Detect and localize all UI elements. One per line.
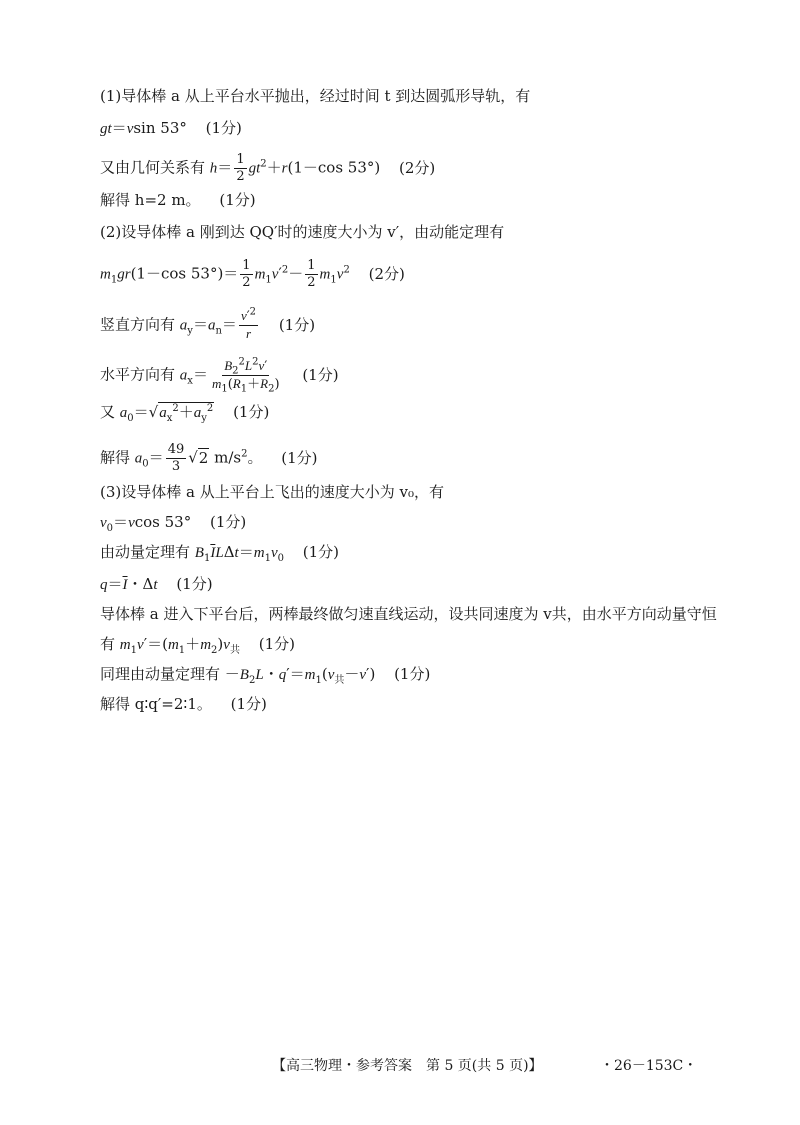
equation-h: 又由几何关系有 h＝ $\frac{1}{2}$ $gt^2+r(1-\cos$ 53°) (2分) — [100, 152, 436, 184]
points-label: (1分) — [205, 119, 242, 137]
part1-heading: (1)导体棒 a 从上平台水平抛出，经过时间 t 到达圆弧形导轨，有 — [100, 87, 531, 105]
points-label: (1分) — [281, 448, 318, 467]
equation-conservation: 有 $m_1v'=(m_1+m_2)v_共$ (1分) — [100, 635, 295, 656]
result-h: 解得 h=2 m。 (1分) — [100, 191, 256, 209]
momentum-conservation-text: 导体棒 a 进入下平台后，两棒最终做匀速直线运动，设共同速度为 v共，由水平方向动量守恒 — [100, 605, 717, 623]
result-a0: 解得 $a_0=$ $\frac{49}{3}$ √2 $m/s^2$。 (1分) — [100, 442, 318, 474]
points-label: (1分) — [210, 513, 247, 531]
points-label: (1分) — [394, 665, 431, 683]
points-label: (1分) — [233, 403, 270, 421]
equation-q-prime: 同理由动量定理有 $-B_2L$・$q'=m_1(v_共-v')$ (1分) — [100, 665, 431, 686]
points-label: (1分) — [258, 635, 295, 653]
footer-title: 【高三物理・参考答案 第 5 页(共 5 页)】 — [272, 1058, 543, 1074]
equation-ax: 水平方向有 $a_x=$ $\frac{B_2^2L^2v'}{m_1(R_1+R_2)}$ (1分) — [100, 356, 339, 395]
part3-heading: (3)设导体棒 a 从上平台上飞出的速度大小为 v₀，有 — [100, 483, 444, 501]
equation-energy: $m_1gr(1-\cos$ 53°)＝ $\frac{1}{2}$ $m_1v'^2-$ $\frac{1}{2}$ $m_1v^2$ (2分) — [100, 258, 405, 290]
points-label: (2分) — [368, 264, 405, 283]
equation-v0: $v_0=vcos$ 53° (1分) — [100, 513, 247, 534]
equation-gt: gt＝vsin 53° (1分) — [100, 119, 242, 137]
points-label: (1分) — [302, 543, 340, 561]
points-label: (1分) — [176, 575, 213, 593]
part2-heading: (2)设导体棒 a 刚到达 QQ′时的速度大小为 v′，由动能定理有 — [100, 223, 505, 241]
points-label: (2分) — [399, 158, 436, 177]
points-label: (1分) — [219, 191, 256, 209]
equation-a0: 又 $a_0=√a_x^2+a_y^2$ (1分) — [100, 403, 270, 424]
points-label: (1分) — [302, 365, 339, 384]
equation-ay: 竖直方向有 $a_y=a_n=$ $\frac{v'^2}{r}$ (1分) — [100, 306, 316, 341]
result-ratio: 解得 q∶q′=2∶1。 (1分) — [100, 695, 267, 713]
equation-q: $q=\overline{I}$・Δt (1分) — [100, 575, 213, 593]
points-label: (1分) — [230, 695, 267, 713]
footer-code: ・26－153C・ — [600, 1058, 698, 1074]
points-label: (1分) — [278, 315, 316, 334]
equation-momentum: 由动量定理有 $B_1\overline{I}L\Delta t=m_1v_0$ (1分) — [100, 543, 340, 564]
